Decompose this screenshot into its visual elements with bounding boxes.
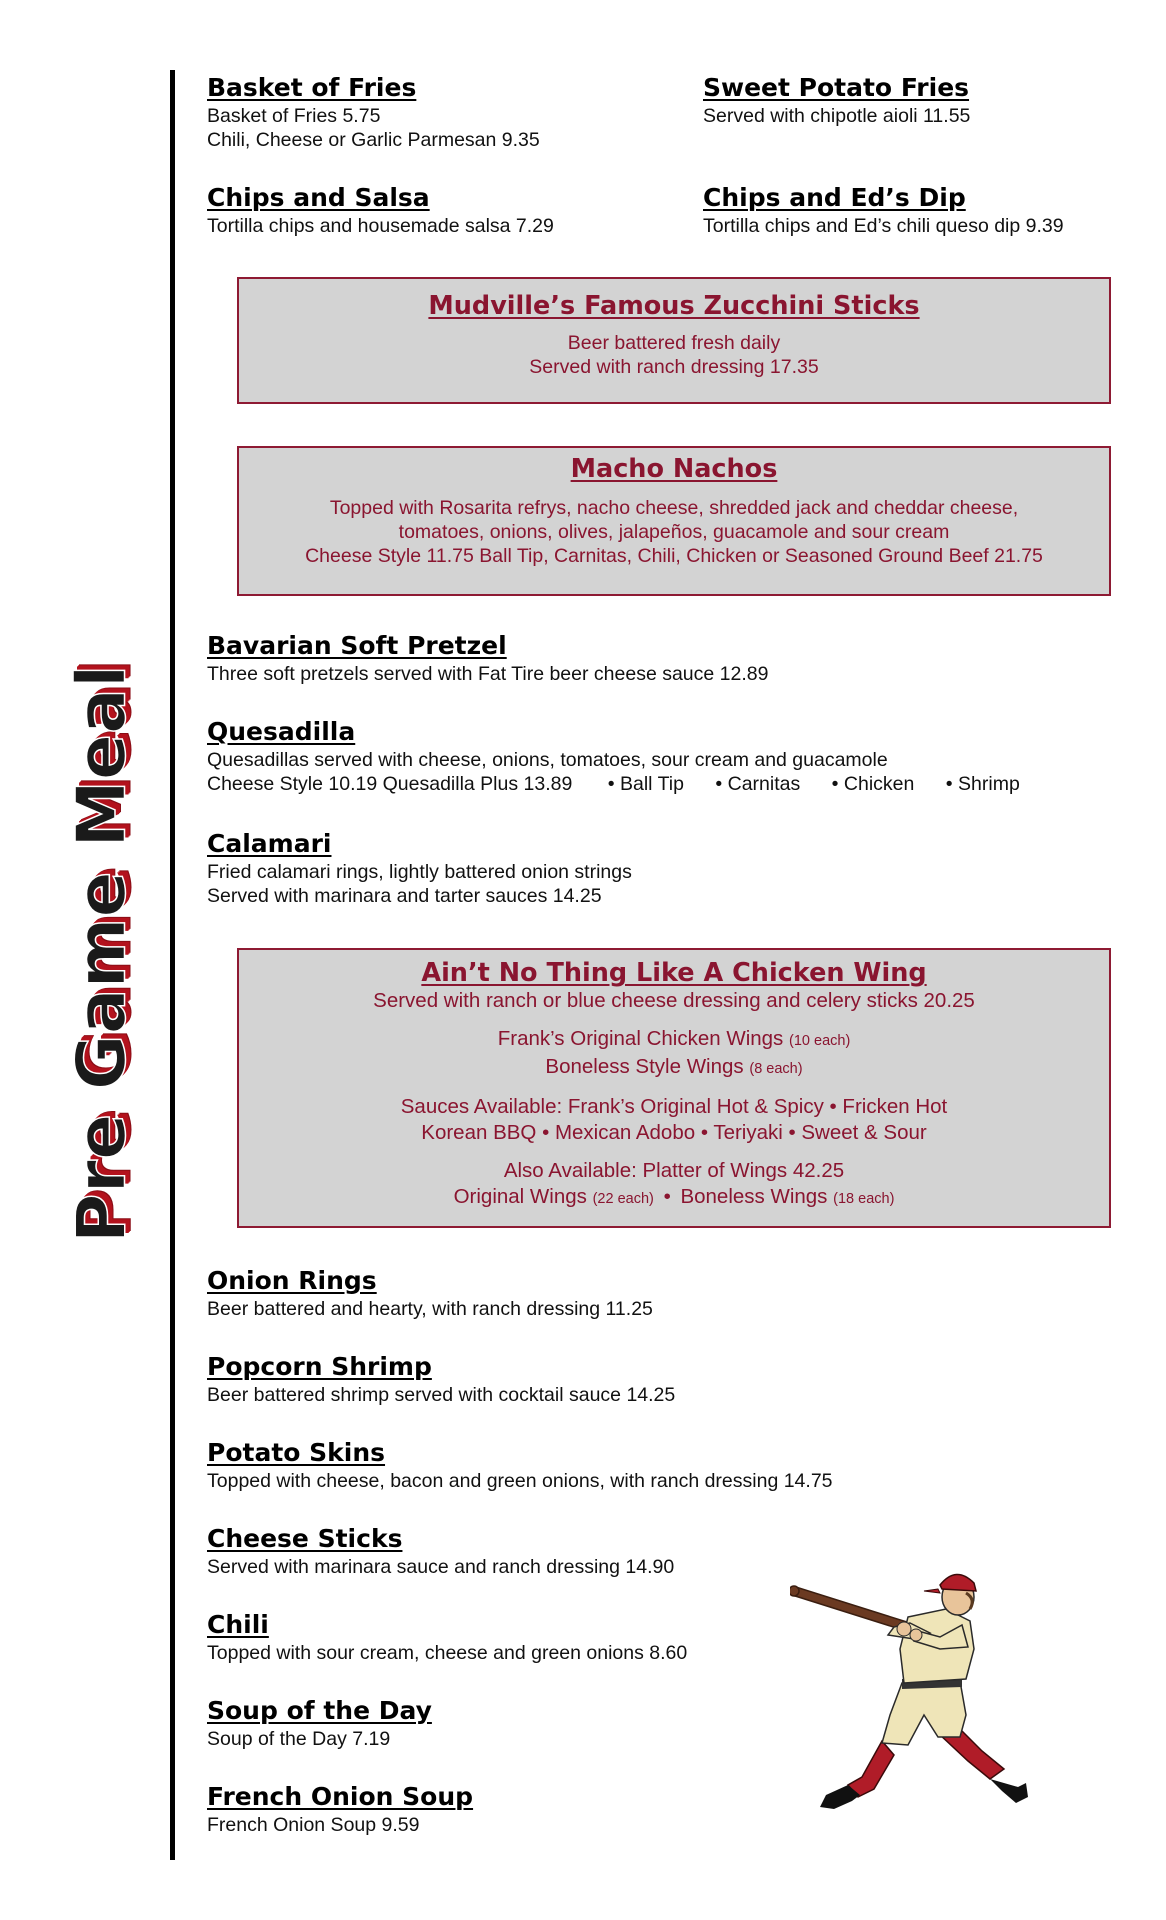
item-title: Basket of Fries bbox=[207, 73, 417, 102]
menu-item-chili bbox=[207, 1609, 687, 1665]
menu-item-potato-skins bbox=[207, 1437, 833, 1493]
menu-item-basket-of-fries bbox=[207, 72, 540, 152]
quesadilla-prices: Cheese Style 10.19 Quesadilla Plus 13.89 bbox=[207, 773, 573, 795]
item-title: Chips and Salsa bbox=[207, 183, 430, 212]
wings-sauces: Sauces Available: Frank’s Original Hot & Spicy • Fricken Hot bbox=[400, 1095, 948, 1118]
vertical-divider bbox=[170, 70, 175, 1860]
option-item: • Shrimp bbox=[945, 773, 1020, 795]
item-desc: Tortilla chips and Ed’s chili queso dip 9.39 bbox=[703, 215, 1064, 237]
featured-box-wings bbox=[237, 948, 1111, 1228]
menu-item-french-onion-soup bbox=[207, 1781, 473, 1837]
item-desc: Basket of Fries 5.75 bbox=[207, 105, 381, 127]
box-title: Ain’t No Thing Like A Chicken Wing bbox=[421, 958, 927, 988]
item-desc: French Onion Soup 9.59 bbox=[207, 1814, 420, 1836]
item-title: Popcorn Shrimp bbox=[207, 1352, 432, 1381]
item-desc: Topped with cheese, bacon and green onions, with ranch dressing 14.75 bbox=[207, 1470, 833, 1492]
featured-box-zucchini bbox=[237, 277, 1111, 404]
box-desc: tomatoes, onions, olives, jalapeños, guacamole and sour cream bbox=[398, 521, 950, 543]
box-desc: Beer battered fresh daily bbox=[567, 332, 781, 354]
item-desc: Chili, Cheese or Garlic Parmesan 9.35 bbox=[207, 129, 540, 151]
menu-item-chips-and-eds-dip bbox=[703, 182, 1064, 238]
wings-platter: Also Available: Platter of Wings 42.25 bbox=[503, 1159, 845, 1182]
box-desc: Cheese Style 11.75 Ball Tip, Carnitas, Chili, Chicken or Seasoned Ground Beef 21.75 bbox=[305, 545, 1043, 567]
item-desc: Served with chipotle aioli 11.55 bbox=[703, 105, 971, 127]
item-title: Potato Skins bbox=[207, 1438, 386, 1467]
option-item: • Chicken bbox=[831, 773, 915, 795]
wings-sauces: Korean BBQ • Mexican Adobo • Teriyaki • Sweet & Sour bbox=[421, 1121, 927, 1144]
baseball-batter-illustration bbox=[790, 1565, 1070, 1825]
box-desc: Topped with Rosarita refrys, nacho cheese, shredded jack and cheddar cheese, bbox=[329, 497, 1019, 519]
wings-boneless: Boneless Style Wings (8 each) bbox=[545, 1055, 803, 1078]
item-title: Chips and Ed’s Dip bbox=[703, 183, 966, 212]
wings-franks: Frank’s Original Chicken Wings (10 each) bbox=[497, 1027, 851, 1050]
item-desc: Quesadillas served with cheese, onions, tomatoes, sour cream and guacamole bbox=[207, 749, 888, 771]
menu-item-calamari bbox=[207, 828, 632, 908]
item-desc: Tortilla chips and housemade salsa 7.29 bbox=[207, 215, 554, 237]
item-title: Onion Rings bbox=[207, 1266, 377, 1295]
item-title: French Onion Soup bbox=[207, 1782, 474, 1811]
item-desc: Fried calamari rings, lightly battered onion strings bbox=[207, 861, 632, 883]
box-title: Macho Nachos bbox=[570, 454, 778, 484]
box-desc: Served with ranch dressing 17.35 bbox=[529, 356, 819, 378]
item-title: Sweet Potato Fries bbox=[703, 73, 970, 102]
item-title: Soup of the Day bbox=[207, 1696, 432, 1725]
section-title: Pre Game Meal bbox=[62, 664, 142, 1244]
item-desc: Served with marinara and tarter sauces 14.25 bbox=[207, 885, 602, 907]
option-item: • Carnitas bbox=[715, 773, 801, 795]
menu-item-onion-rings bbox=[207, 1265, 653, 1321]
quesadilla-options bbox=[207, 772, 1107, 796]
wings-platter-options: Original Wings (22 each) • Boneless Wings (18 each) bbox=[453, 1185, 895, 1208]
box-subtitle: Served with ranch or blue cheese dressing and celery sticks 20.25 bbox=[373, 989, 975, 1012]
option-item: • Ball Tip bbox=[607, 773, 684, 795]
menu-item-chips-and-salsa bbox=[207, 182, 554, 238]
item-desc: Beer battered shrimp served with cocktail sauce 14.25 bbox=[207, 1384, 676, 1406]
box-title: Mudville’s Famous Zucchini Sticks bbox=[428, 291, 920, 321]
menu-item-popcorn-shrimp bbox=[207, 1351, 675, 1407]
featured-box-nachos bbox=[237, 446, 1111, 596]
menu-item-pretzel bbox=[207, 630, 768, 686]
menu-item-soup-of-the-day bbox=[207, 1695, 432, 1751]
menu-item-quesadilla bbox=[207, 716, 1107, 796]
item-desc: Soup of the Day 7.19 bbox=[207, 1728, 391, 1750]
item-desc: Three soft pretzels served with Fat Tire beer cheese sauce 12.89 bbox=[207, 663, 769, 685]
item-desc: Topped with sour cream, cheese and green onions 8.60 bbox=[207, 1642, 688, 1664]
item-title: Bavarian Soft Pretzel bbox=[207, 631, 507, 660]
item-title: Quesadilla bbox=[207, 717, 356, 746]
item-desc: Beer battered and hearty, with ranch dressing 11.25 bbox=[207, 1298, 653, 1320]
item-title: Cheese Sticks bbox=[207, 1524, 403, 1553]
item-title: Chili bbox=[207, 1610, 269, 1639]
item-desc: Served with marinara sauce and ranch dressing 14.90 bbox=[207, 1556, 675, 1578]
item-title: Calamari bbox=[207, 829, 332, 858]
menu-item-sweet-potato-fries bbox=[703, 72, 970, 128]
menu-item-cheese-sticks bbox=[207, 1523, 674, 1579]
